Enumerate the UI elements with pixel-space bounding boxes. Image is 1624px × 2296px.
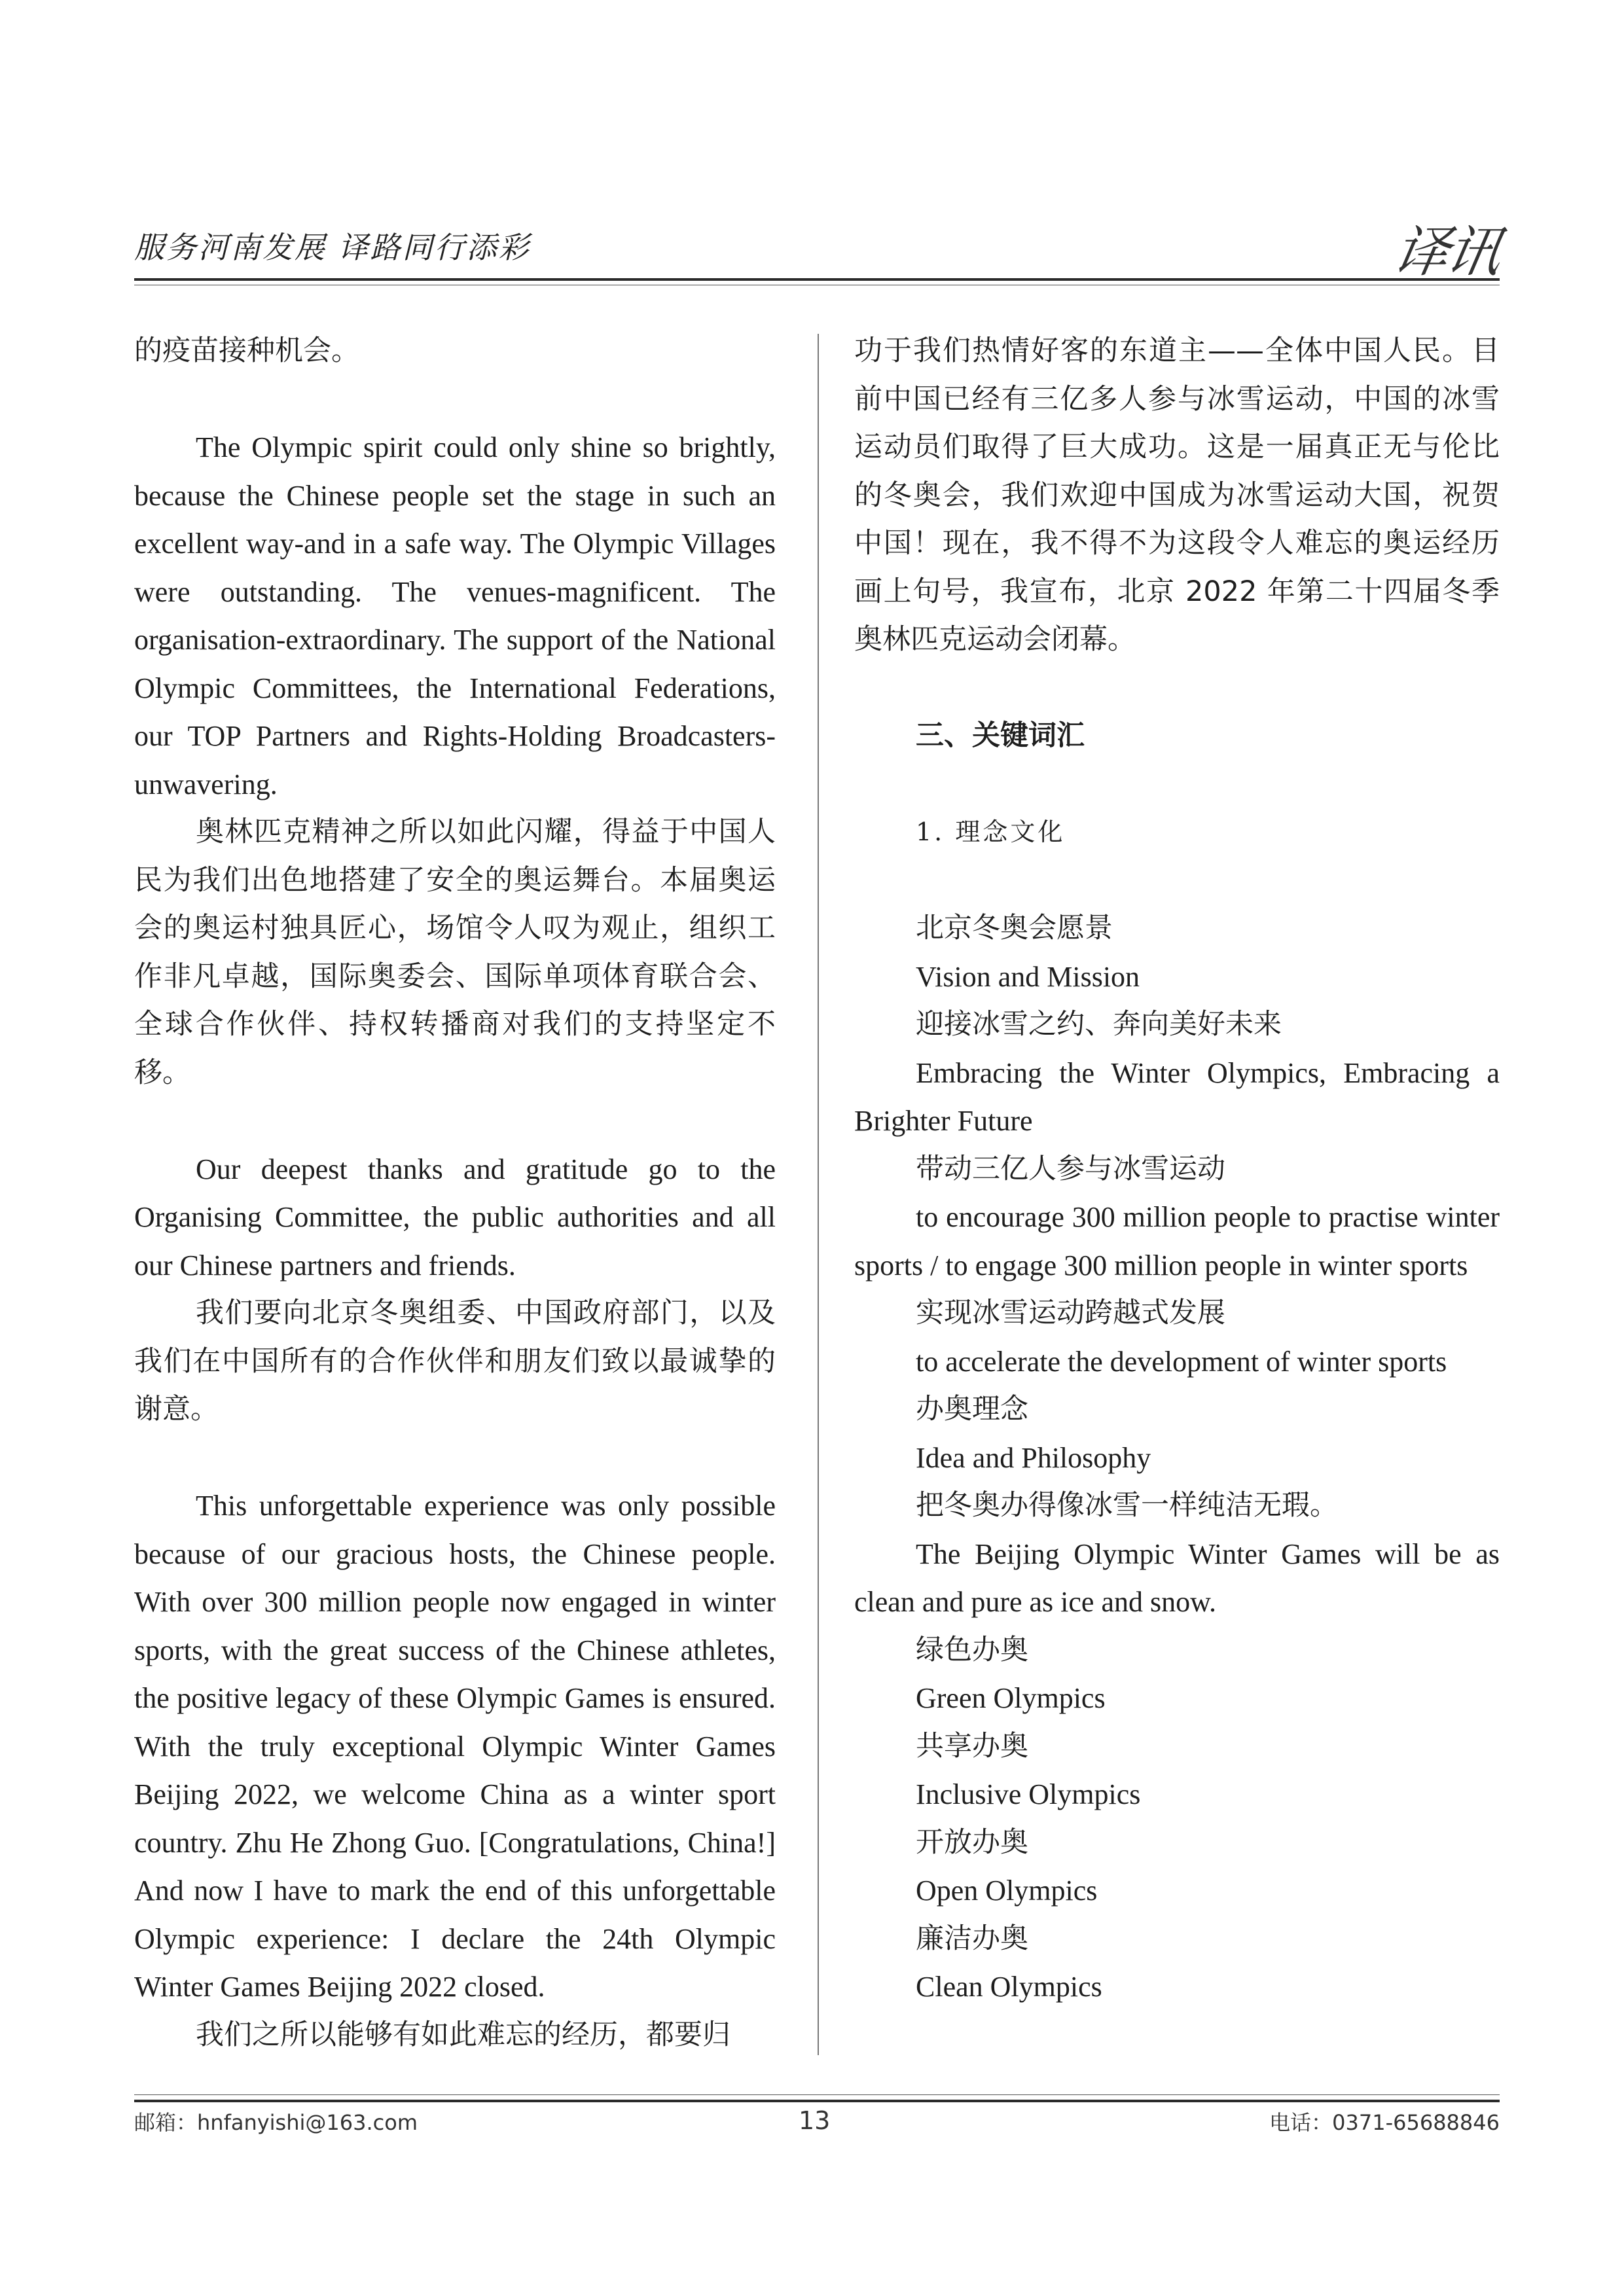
right-column [854, 327, 1500, 2011]
term-zh: 开放办奥 [916, 1825, 1028, 1859]
term-zh: 把冬奥办得像冰雪一样纯洁无瑕。 [916, 1489, 1338, 1522]
term-zh: 办奥理念 [916, 1393, 1028, 1426]
paragraph-gap [134, 1097, 776, 1145]
subsection-heading: 1. 理念文化 [916, 817, 1066, 846]
term-en: to accelerate the development of winter sports [916, 1345, 1447, 1378]
term-en: Inclusive Olympics [916, 1778, 1141, 1810]
term-en: Open Olympics [916, 1874, 1098, 1907]
paragraph-en: This unforgettable experience was only possible because of our gracious hosts, the Chinese people. With over 300 million people now engaged in winter sports, with the great success of the Chinese athletes, the positive legacy of these Olympic Games is ensured. With the truly exceptional Olympic Winter Games Beijing 2022, we welcome China as a winter sport country. Zhu He Zhong Guo. [Congratulations, China!] And now I have to mark the end of this unforgettable Olympic experience: I declare the 24th Olympic Winter Games Beijing 2022 closed. [134, 1490, 776, 2003]
term-zh: 北京冬奥会愿景 [916, 912, 1113, 944]
term-zh: 廉洁办奥 [916, 1922, 1028, 1955]
term-en: Green Olympics [916, 1682, 1106, 1714]
term-en: The Beijing Olympic Winter Games will be as clean and pure as ice and snow. [854, 1537, 1500, 1618]
term-zh: 共享办奥 [916, 1729, 1028, 1763]
term-zh: 绿色办奥 [916, 1633, 1028, 1666]
magazine-logo: 译讯 [1388, 220, 1505, 284]
footer-email: 邮箱：hnfanyishi@163.com [134, 2110, 418, 2135]
term-zh: 实现冰雪运动跨越式发展 [916, 1297, 1225, 1329]
paragraph-gap [854, 664, 1500, 713]
term-zh: 带动三亿人参与冰雪运动 [916, 1152, 1225, 1185]
term-en: Idea and Philosophy [916, 1441, 1151, 1474]
term-en: Embracing the Winter Olympics, Embracing a Brighter Future [854, 1056, 1500, 1137]
paragraph-en: Our deepest thanks and gratitude go to the Organising Committee, the public authorities and all our Chinese partners and friends. [134, 1153, 776, 1282]
paragraph-zh: 功于我们热情好客的东道主——全体中国人民。目前中国已经有三亿多人参与冰雪运动，中国的冰雪运动员们取得了巨大成功。这是一届真正无与伦比的冬奥会，我们欢迎中国成为冰雪运动大国，祝贺中国！现在，我不得不为这段令人难忘的奥运经历画上句号，我宣布，北京 2022 年第二十四届冬季奥林匹克运动会闭幕。 [854, 334, 1500, 656]
paragraph-zh: 的疫苗接种机会。 [134, 334, 359, 367]
paragraph-gap [854, 857, 1500, 905]
term-en: Clean Olympics [916, 1971, 1102, 2003]
column-divider [818, 334, 819, 2055]
paragraph-gap [134, 376, 776, 424]
term-zh: 迎接冰雪之约、奔向美好未来 [916, 1008, 1282, 1041]
term-en: Vision and Mission [916, 960, 1140, 993]
left-column [134, 327, 776, 2059]
term-en: to encourage 300 million people to practise winter sports / to engage 300 million people in winter sports [854, 1201, 1500, 1282]
paragraph-zh: 我们要向北京冬奥组委、中国政府部门，以及我们在中国所有的合作伙伴和朋友们致以最诚挚的谢意。 [134, 1297, 776, 1426]
header-rule-thick [134, 278, 1500, 281]
page-number: 13 [799, 2106, 831, 2135]
header-slogan: 服务河南发展 译路同行添彩 [134, 230, 531, 265]
paragraph-zh: 奥林匹克精神之所以如此闪耀，得益于中国人民为我们出色地搭建了安全的奥运舞台。本届奥运会的奥运村独具匠心，场馆令人叹为观止，组织工作非凡卓越，国际奥委会、国际单项体育联合会、全球合作伙伴、持权转播商对我们的支持坚定不移。 [134, 816, 776, 1089]
section-heading: 三、关键词汇 [916, 719, 1085, 752]
paragraph-en: The Olympic spirit could only shine so brightly, because the Chinese people set the stage in such an excellent way-and in a safe way. The Olympic Villages were outstanding. The venues-magnificent. The organisation-extraordinary. The support of the National Olympic Committees, the International Federations, our TOP Partners and Rights-Holding Broadcasters-unwavering. [134, 431, 776, 800]
paragraph-zh: 我们之所以能够有如此难忘的经历，都要归 [196, 2018, 731, 2051]
paragraph-gap [854, 761, 1500, 809]
footer-phone: 电话：0371-65688846 [1269, 2110, 1500, 2135]
footer-rule-thick [134, 2100, 1500, 2102]
paragraph-gap [134, 1434, 776, 1482]
footer-rule-thin [134, 2094, 1500, 2095]
